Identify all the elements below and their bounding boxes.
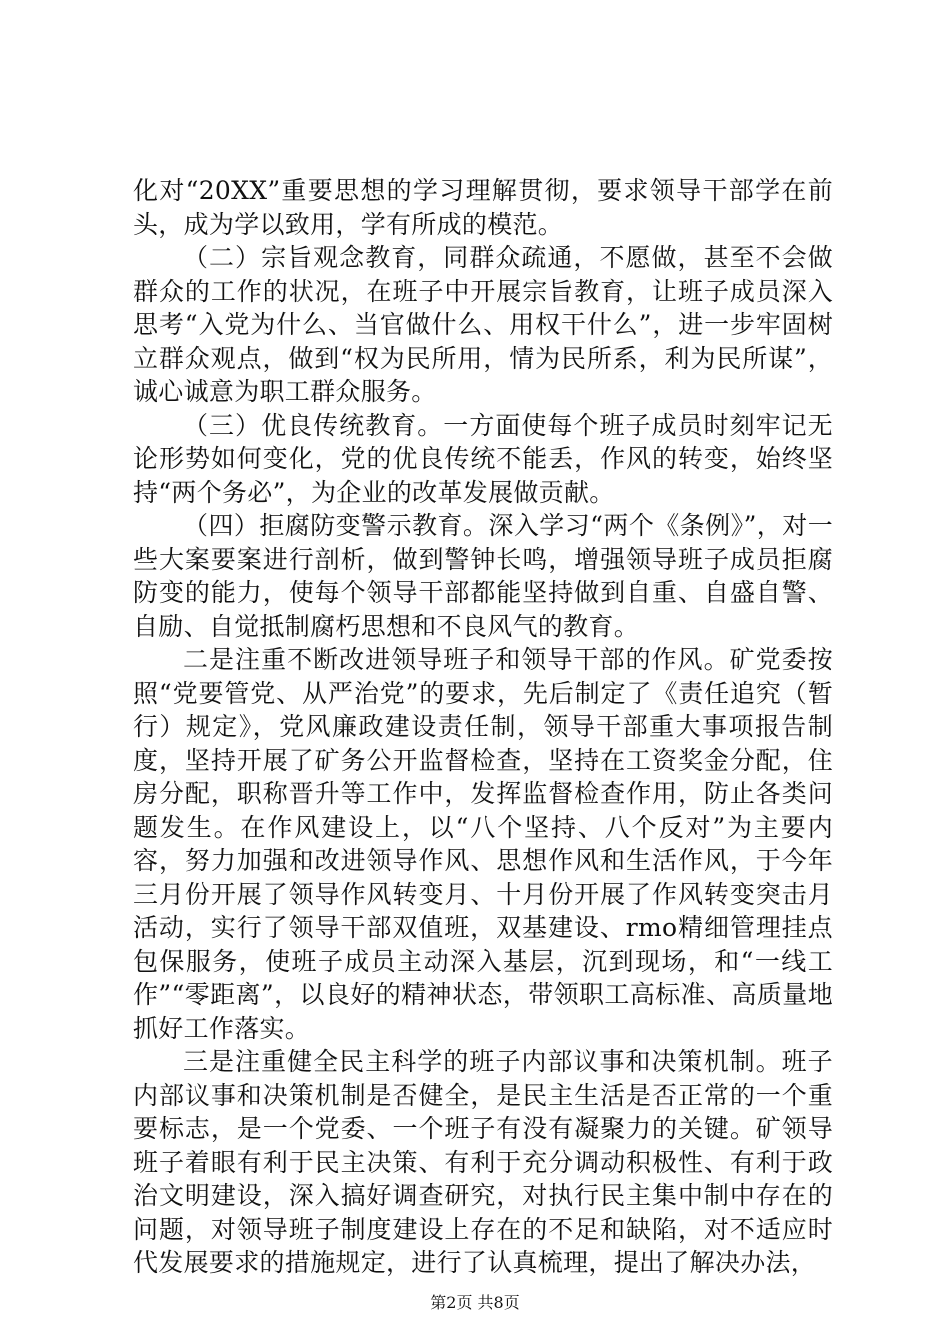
paragraph-purpose-education: （二）宗旨观念教育，同群众疏通，不愿做，甚至不会做群众的工作的状况，在班子中开展宗旨教育，让班子成员深入思考“入党为什么、当官做什么、用权干什么”，进一步牢固树立群众观点，做到“权为民所用，情为民所系，利为民所谋”，诚心诚意为职工群众服务。 (133, 243, 833, 406)
document-body (133, 174, 833, 1280)
page-footer: 第2页 共8页 (430, 1293, 520, 1312)
paragraph-continuation: 化对“20XX”重要思想的学习理解贯彻，要求领导干部学在前头，成为学以致用，学有所成的模范。 (133, 176, 833, 239)
paragraph-style-improvement: 二是注重不断改进领导班子和领导干部的作风。矿党委按照“党要管党、从严治党”的要求，先后制定了《责任追究（暂行）规定》，党风廉政建设责任制，领导干部重大事项报告制度，坚持开展了矿务公开监督检查，坚持在工资奖金分配，住房分配，职称晋升等工作中，发挥监督检查作用，防止各类问题发生。在作风建设上，以“八个坚持、八个反对”为主要内容，努力加强和改进领导作风、思想作风和生活作风，于今年三月份开展了领导作风转变月、十月份开展了作风转变突击月活动，实行了领导干部双值班，双基建设、rmo精细管理挂点包保服务，使班子成员主动深入基层，沉到现场，和“一线工作”“零距离”，以良好的精神状态，带领职工高标准、高质量地抓好工作落实。 (133, 645, 833, 1043)
paragraph-tradition-education: （三）优良传统教育。一方面使每个班子成员时刻牢记无论形势如何变化，党的优良传统不能丢，作风的转变，始终坚持“两个务必”，为企业的改革发展做贡献。 (133, 410, 833, 507)
paragraph-anti-corruption-education: （四）拒腐防变警示教育。深入学习“两个《条例》”，对一些大案要案进行剖析，做到警钟长鸣，增强领导班子成员拒腐防变的能力，使每个领导干部都能坚持做到自重、自盛自警、自励、自觉抵制腐朽思想和不良风气的教育。 (133, 511, 833, 641)
paragraph-decision-mechanism: 三是注重健全民主科学的班子内部议事和决策机制。班子内部议事和决策机制是否健全，是民主生活是否正常的一个重要标志，是一个党委、一个班子有没有凝聚力的关键。矿领导班子着眼有利于民主决策、有利于充分调动积极性、有利于政治文明建设，深入搞好调查研究，对执行民主集中制中存在的问题，对领导班子制度建设上存在的不足和缺陷，对不适应时代发展要求的措施规定，进行了认真梳理，提出了解决办法， (133, 1047, 833, 1277)
